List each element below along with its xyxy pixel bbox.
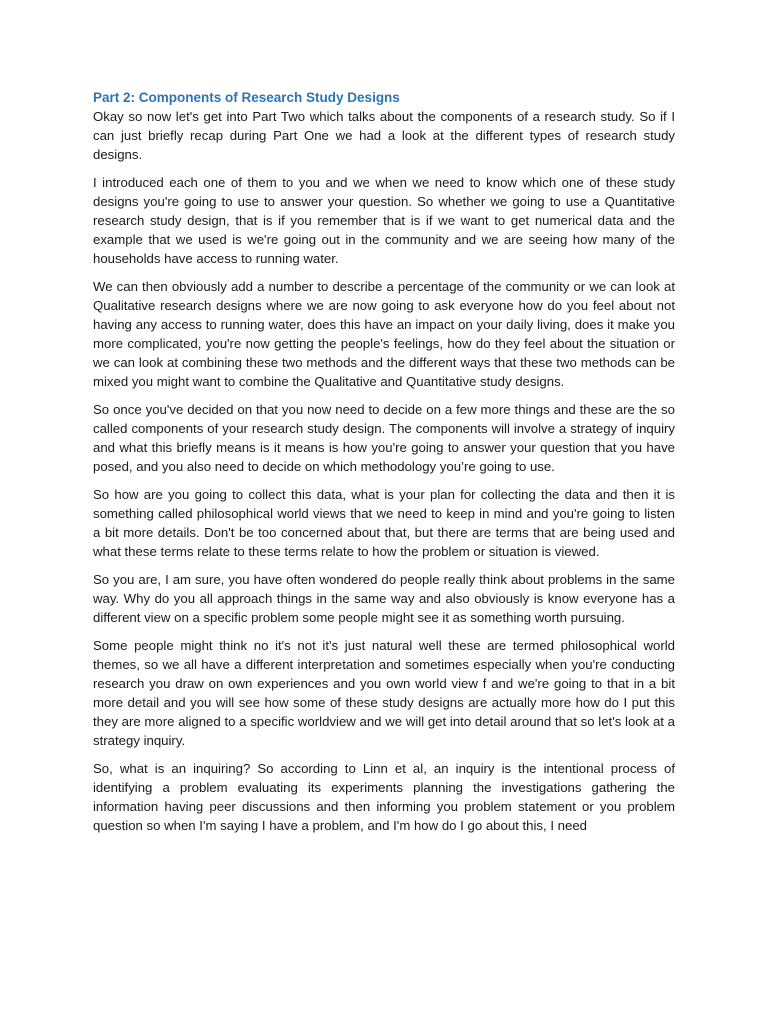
paragraph-6: So you are, I am sure, you have often wondered do people really think about problems in the same way. Why do you all approach things in the same way and also obviously is know everyone has a different view on a specific problem some people might see it as something worth pursuing.: [93, 572, 675, 625]
paragraph-1: Okay so now let's get into Part Two which talks about the components of a research study. So if I can just briefly recap during Part One we had a look at the different types of research study designs.: [93, 109, 675, 162]
paragraph-2: I introduced each one of them to you and we when we need to know which one of these study designs you're going to use to answer your question. So whether we going to use a Quantitative research study design, that is if you remember that is if we want to get numerical data and the example that we used is we're going out in the community and we are seeing how many of the households have access to running water.: [93, 175, 675, 266]
paragraph-4: So once you've decided on that you now need to decide on a few more things and these are the so called components of your research study design. The components will involve a strategy of inquiry and what this briefly means is it means is how you're going to answer your question that you have posed, and you also need to decide on which methodology you’re going to use.: [93, 402, 675, 474]
paragraph-3: We can then obviously add a number to describe a percentage of the community or we can look at Qualitative research designs where we are now going to ask everyone how do you feel about not having any access to running water, does this have an impact on your daily living, does it make you more complicated, you're now getting the people's feelings, how do they feel about the situation or we can look at combining these two methods and the different ways that these two methods can be mixed you might want to combine the Qualitative and Quantitative study designs.: [93, 279, 675, 389]
paragraph-7: Some people might think no it's not it's just natural well these are termed philosophical world themes, so we all have a different interpretation and sometimes especially when you're conducting research you draw on own experiences and you own world view f and we're going to that in a bit more detail and you will see how some of these study designs are actually more how do I put this they are more aligned to a specific worldview and we will get into detail around that so let's look at a strategy inquiry.: [93, 638, 675, 748]
section-heading: Part 2: Components of Research Study Designs: [93, 90, 400, 105]
paragraph-5: So how are you going to collect this data, what is your plan for collecting the data and then it is something called philosophical world views that we need to keep in mind and you're going to listen a bit more details. Don't be too concerned about that, but there are terms that are being used and what these terms relate to these terms relate to how the problem or situation is viewed.: [93, 487, 675, 559]
document-page: [93, 89, 675, 844]
paragraph-8: So, what is an inquiring? So according to Linn et al, an inquiry is the intentional process of identifying a problem evaluating its experiments planning the investigations gathering the information having peer discussions and then informing you problem statement or you problem question so when I'm saying I have a problem, and I'm how do I go about this, I need: [93, 761, 675, 833]
